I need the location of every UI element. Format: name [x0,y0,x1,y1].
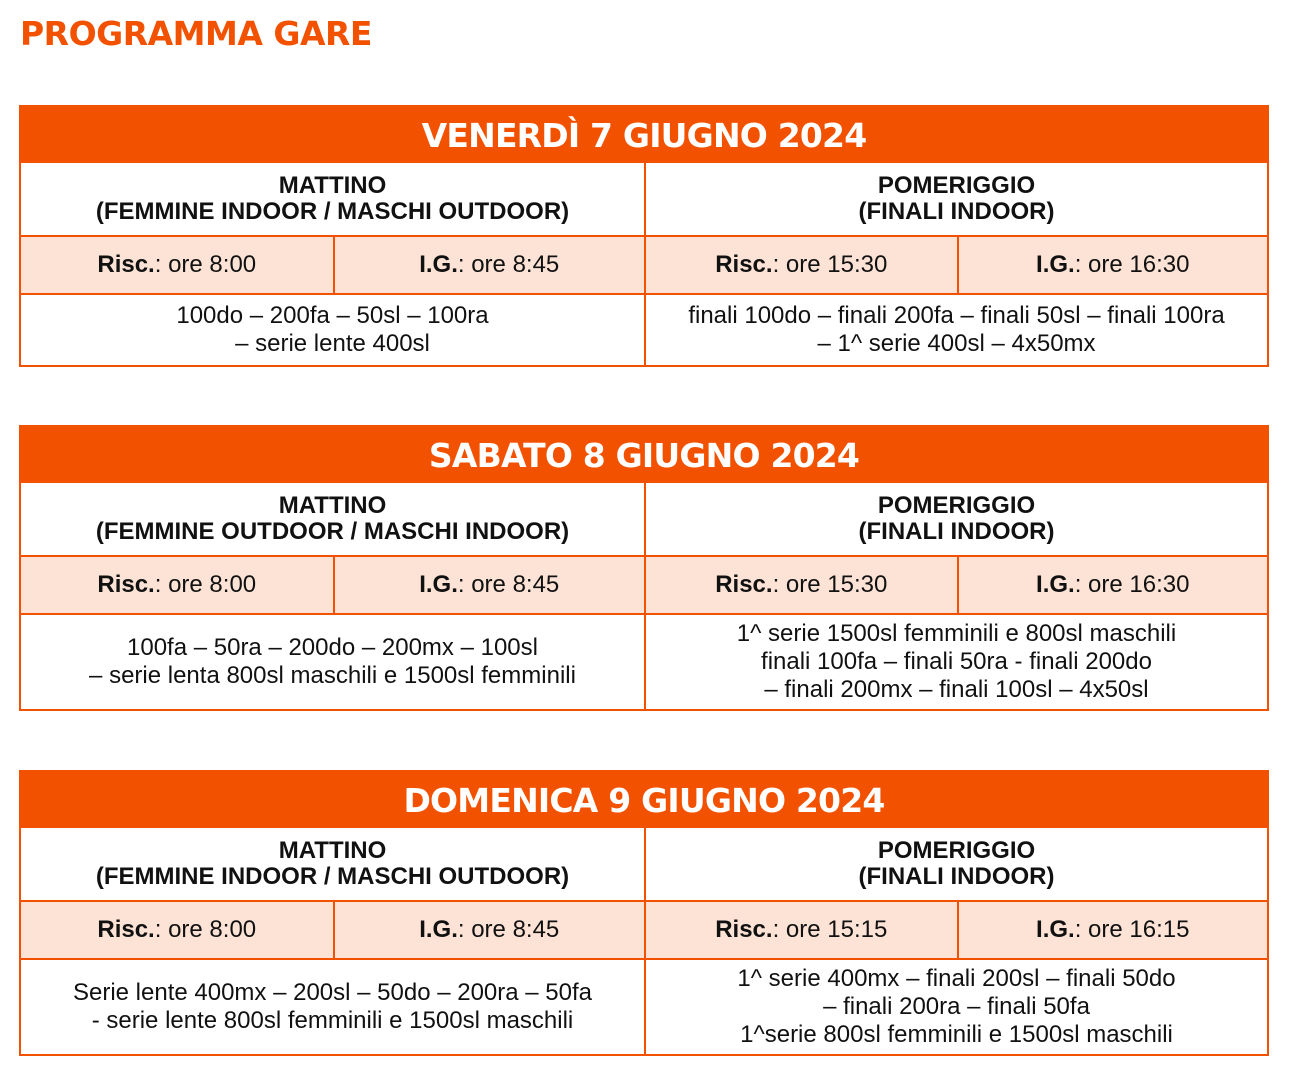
warmup-label: Risc. [97,251,155,278]
events-line: 1^ serie 1500sl femminili e 800sl maschili [736,620,1177,647]
warmup-time [646,237,957,293]
warmup-label: Risc. [97,916,155,943]
period-header [646,163,1267,237]
period-header [21,483,644,557]
events-line: finali 100fa – finali 50ra - finali 200do [761,648,1152,675]
period-subtitle: (FEMMINE OUTDOOR / MASCHI INDOOR) [95,518,570,545]
afternoon-column [644,483,1267,709]
warmup-value: : ore 8:00 [154,571,257,598]
period-header [21,163,644,237]
start-label: I.G. [419,251,458,278]
warmup-value: : ore 15:15 [772,916,888,943]
period-title: MATTINO [278,172,387,199]
morning-column [21,483,644,709]
start-value: : ore 8:45 [457,916,560,943]
start-value: : ore 8:45 [457,571,560,598]
times-row [21,237,644,295]
period-subtitle: (FINALI INDOOR) [858,518,1055,545]
events-line: 100fa – 50ra – 200do – 200mx – 100sl [127,634,538,661]
period-subtitle: (FINALI INDOOR) [858,198,1055,225]
start-label: I.G. [419,571,458,598]
period-title: POMERIGGIO [877,837,1036,864]
events-line: – finali 200ra – finali 50fa [823,993,1090,1020]
day-title: DOMENICA 9 GIUGNO 2024 [21,772,1267,828]
times-row [646,237,1267,295]
start-time [333,237,645,293]
times-row [21,902,644,960]
warmup-time [21,237,333,293]
period-subtitle: (FEMMINE INDOOR / MASCHI OUTDOOR) [95,198,570,225]
events-line: – finali 200mx – finali 100sl – 4x50sl [764,676,1149,703]
start-time [957,557,1268,613]
events-line: 1^ serie 400mx – finali 200sl – finali 50do [737,965,1176,992]
events-line: – serie lente 400sl [235,330,430,357]
day-schedule-saturday [19,425,1269,711]
events-list [21,615,644,709]
day-schedule-sunday [19,770,1269,1056]
warmup-value: : ore 15:30 [772,251,888,278]
period-title: MATTINO [278,492,387,519]
warmup-value: : ore 8:00 [154,251,257,278]
warmup-time [21,557,333,613]
period-subtitle: (FINALI INDOOR) [858,863,1055,890]
start-label: I.G. [419,916,458,943]
start-value: : ore 16:30 [1074,571,1190,598]
morning-column [21,828,644,1054]
warmup-time [646,557,957,613]
times-row [646,557,1267,615]
morning-column [21,163,644,365]
start-time [333,557,645,613]
period-header [646,483,1267,557]
period-title: POMERIGGIO [877,492,1036,519]
times-row [646,902,1267,960]
events-line: Serie lente 400mx – 200sl – 50do – 200ra – 50fa [72,979,593,1006]
period-title: MATTINO [278,837,387,864]
events-list [21,295,644,365]
period-header [646,828,1267,902]
events-line: 100do – 200fa – 50sl – 100ra [176,302,489,329]
start-time [957,237,1268,293]
period-subtitle: (FEMMINE INDOOR / MASCHI OUTDOOR) [95,863,570,890]
events-line: - serie lente 800sl femminili e 1500sl maschili [91,1007,574,1034]
warmup-time [21,902,333,958]
start-time [333,902,645,958]
events-list [646,615,1267,709]
events-line: – serie lenta 800sl maschili e 1500sl femminili [89,662,576,689]
period-header [21,828,644,902]
day-title: VENERDÌ 7 GIUGNO 2024 [21,107,1267,163]
day-schedule-friday [19,105,1269,367]
afternoon-column [644,163,1267,365]
start-label: I.G. [1036,571,1075,598]
times-row [21,557,644,615]
start-value: : ore 16:15 [1074,916,1190,943]
warmup-value: : ore 15:30 [772,571,888,598]
start-value: : ore 16:30 [1074,251,1190,278]
start-value: : ore 8:45 [457,251,560,278]
events-line: finali 100do – finali 200fa – finali 50sl – finali 100ra [688,302,1225,329]
day-title: SABATO 8 GIUGNO 2024 [21,427,1267,483]
start-label: I.G. [1036,251,1075,278]
warmup-time [646,902,957,958]
page-title: PROGRAMMA GARE [20,14,372,53]
start-time [957,902,1268,958]
warmup-label: Risc. [715,916,773,943]
warmup-label: Risc. [97,571,155,598]
warmup-value: : ore 8:00 [154,916,257,943]
events-list [646,295,1267,365]
events-line: 1^serie 800sl femminili e 1500sl maschili [740,1021,1173,1048]
warmup-label: Risc. [715,571,773,598]
warmup-label: Risc. [715,251,773,278]
period-title: POMERIGGIO [877,172,1036,199]
events-line: – 1^ serie 400sl – 4x50mx [817,330,1096,357]
events-list [646,960,1267,1054]
events-list [21,960,644,1054]
start-label: I.G. [1036,916,1075,943]
afternoon-column [644,828,1267,1054]
